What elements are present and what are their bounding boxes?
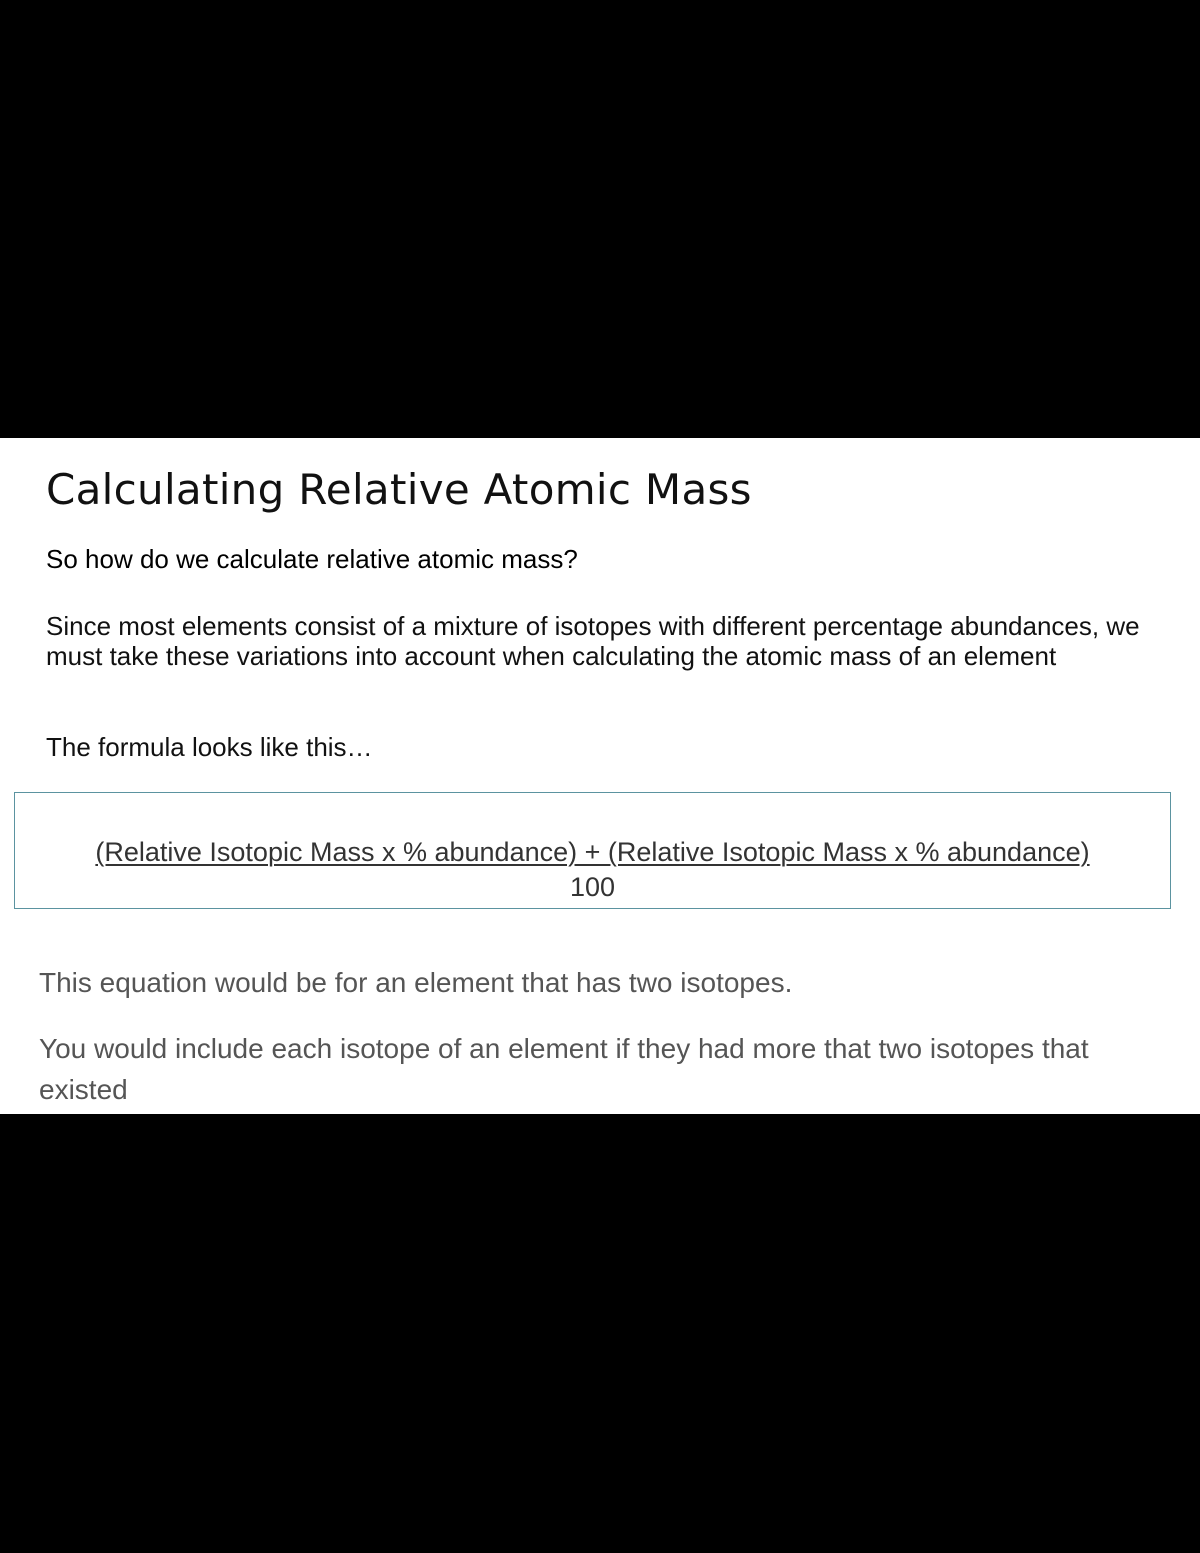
formula-denominator: 100 (569, 872, 616, 902)
formula-box (14, 792, 1171, 909)
more-isotopes-note: You would include each isotope of an element if they had more that two isotopes that existed (39, 1033, 1089, 1105)
formula-intro-text: The formula looks like this… (46, 732, 373, 762)
explanation-text: Since most elements consist of a mixture of isotopes with different percentage abundances, we must take these variations into account when calculating the atomic mass of an element (46, 611, 1140, 671)
formula-numerator: (Relative Isotopic Mass x % abundance) + (Relative Isotopic Mass x % abundance) (95, 837, 1090, 867)
question-text: So how do we calculate relative atomic mass? (46, 544, 578, 574)
two-isotopes-note: This equation would be for an element that has two isotopes. (39, 967, 793, 998)
letterbox-bottom (0, 1114, 1200, 1553)
slide (0, 438, 1200, 1114)
letterbox-top (0, 0, 1200, 438)
slide-title: Calculating Relative Atomic Mass (46, 465, 752, 514)
